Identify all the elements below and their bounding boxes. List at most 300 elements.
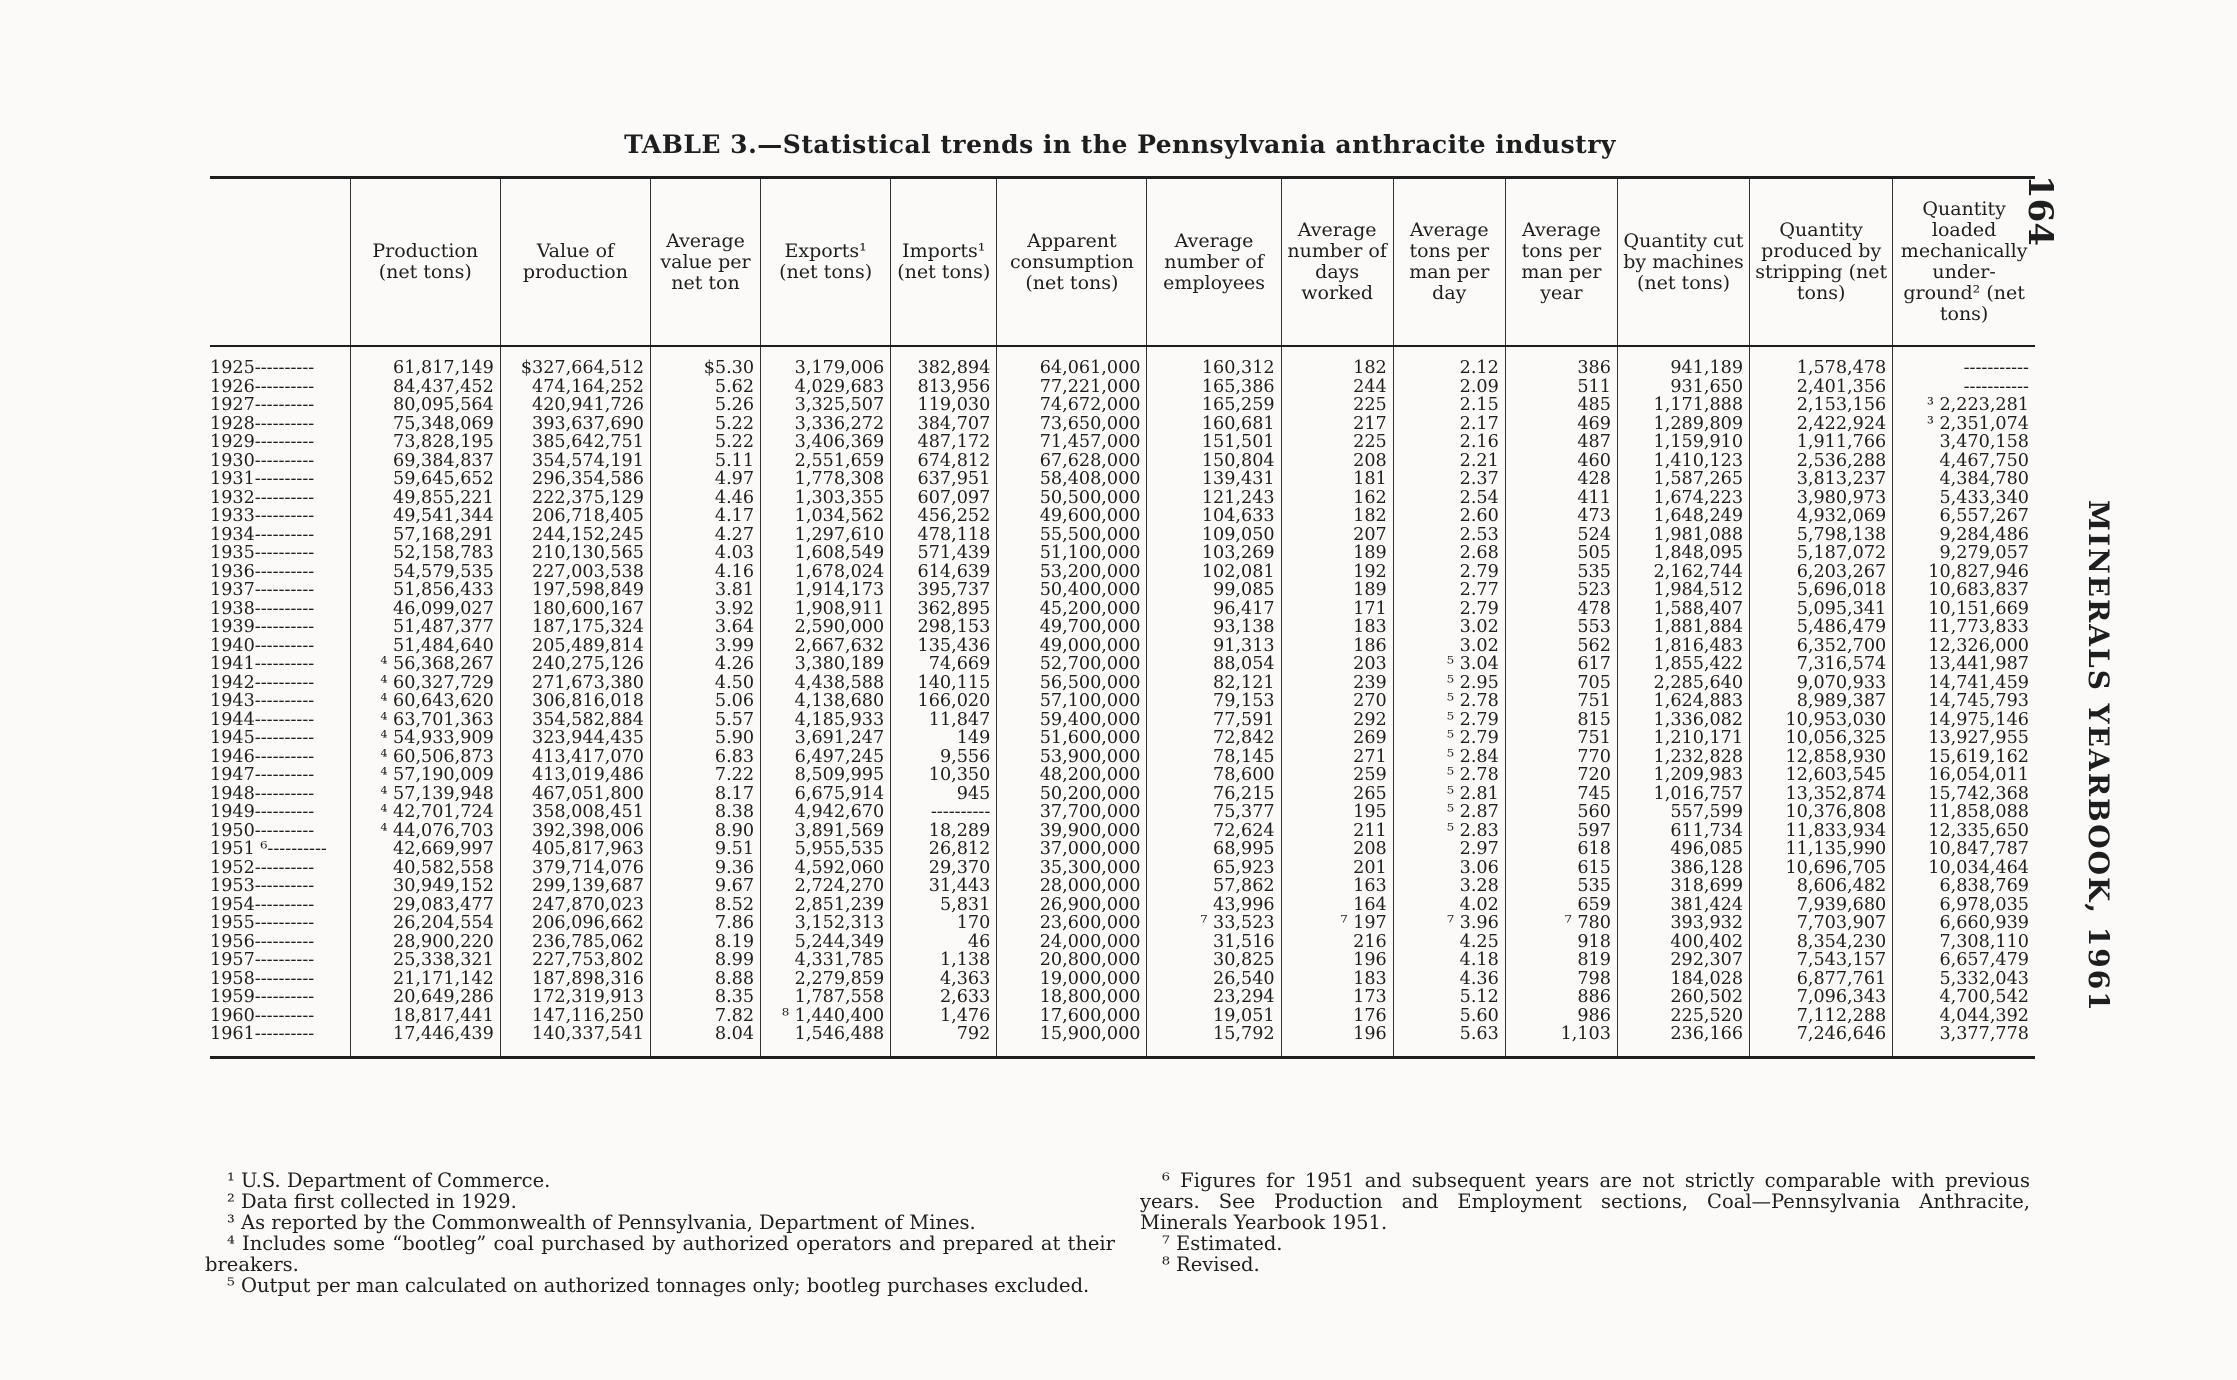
table-cell: 413,417,070 xyxy=(500,748,650,767)
table-cell: 10,376,808 xyxy=(1750,803,1893,822)
table-cell: 6,497,245 xyxy=(761,748,891,767)
table-cell: 358,008,451 xyxy=(500,803,650,822)
table-cell: 140,337,541 xyxy=(500,1025,650,1057)
table-cell: 8.52 xyxy=(650,896,760,915)
table-cell: 15,900,000 xyxy=(997,1025,1147,1057)
table-cell: 51,856,433 xyxy=(350,581,500,600)
table-cell: 93,138 xyxy=(1147,618,1281,637)
table-cell: 496,085 xyxy=(1617,840,1749,859)
table-cell: 104,633 xyxy=(1147,507,1281,526)
year-cell: 1939---------- xyxy=(210,618,350,637)
table-cell: 3.64 xyxy=(650,618,760,637)
table-cell: 2.77 xyxy=(1393,581,1505,600)
table-cell: 8.17 xyxy=(650,785,760,804)
header-cell: Quantity cut by machines (net tons) xyxy=(1617,178,1749,347)
table-cell: 4.27 xyxy=(650,526,760,545)
table-cell: ⁵ 2.83 xyxy=(1393,822,1505,841)
header-cell: Average number of employees xyxy=(1147,178,1281,347)
table-cell: ⁸ 1,440,400 xyxy=(761,1007,891,1026)
table-cell: 1,171,888 xyxy=(1617,396,1749,415)
table-cell: 49,000,000 xyxy=(997,637,1147,656)
table-cell: 6,838,769 xyxy=(1939,877,2029,896)
table-cell: 50,500,000 xyxy=(997,489,1147,508)
table-cell: 4.02 xyxy=(1393,896,1505,915)
table-cell: 597 xyxy=(1505,822,1617,841)
table-cell: 420,941,726 xyxy=(500,396,650,415)
table-cell: 8.38 xyxy=(650,803,760,822)
table-cell: 1,648,249 xyxy=(1617,507,1749,526)
table-cell: 205,489,814 xyxy=(500,637,650,656)
table-cell: 9,279,057 xyxy=(1939,544,2029,563)
table-cell: 392,398,006 xyxy=(500,822,650,841)
table-cell: 6,675,914 xyxy=(761,785,891,804)
table-cell: 91,313 xyxy=(1147,637,1281,656)
table-cell: 77,591 xyxy=(1147,711,1281,730)
table-cell: 16,054,011 xyxy=(1928,766,2029,785)
table-cell: 42,669,997 xyxy=(350,840,500,859)
table-cell: 2.68 xyxy=(1393,544,1505,563)
table-cell: 395,737 xyxy=(891,581,997,600)
table-cell: 2,422,924 xyxy=(1750,415,1893,434)
table-cell: 918 xyxy=(1505,933,1617,952)
table-cell: 50,400,000 xyxy=(997,581,1147,600)
table-cell: 67,628,000 xyxy=(997,452,1147,471)
table-cell: 306,816,018 xyxy=(500,692,650,711)
table-cell: 239 xyxy=(1281,674,1393,693)
table-cell: 103,269 xyxy=(1147,544,1281,563)
table-cell: 945 xyxy=(891,785,997,804)
table-cell: 31,516 xyxy=(1147,933,1281,952)
table-cell: 362,895 xyxy=(891,600,997,619)
table-cell: 1,787,558 xyxy=(761,988,891,1007)
year-cell: 1947---------- xyxy=(210,766,350,785)
table-cell: 160,681 xyxy=(1147,415,1281,434)
table-row xyxy=(210,803,2035,822)
table-cell: 49,700,000 xyxy=(997,618,1147,637)
table-cell: 102,081 xyxy=(1147,563,1281,582)
table-cell: 751 xyxy=(1505,729,1617,748)
table-cell: 1,159,910 xyxy=(1617,433,1749,452)
table-cell: 535 xyxy=(1505,563,1617,582)
table-cell: 2.16 xyxy=(1393,433,1505,452)
table-cell: 222,375,129 xyxy=(500,489,650,508)
book-title: MINERALS YEARBOOK, 1961 xyxy=(2082,500,2115,1013)
table-cell: 5.63 xyxy=(1393,1025,1505,1057)
table-cell: 292 xyxy=(1281,711,1393,730)
year-cell: 1930---------- xyxy=(210,452,350,471)
table-cell: 8.35 xyxy=(650,988,760,1007)
table-cell: 617 xyxy=(1505,655,1617,674)
table-cell: 1,410,123 xyxy=(1617,452,1749,471)
table-cell: 3.06 xyxy=(1393,859,1505,878)
year-cell: 1953---------- xyxy=(210,877,350,896)
table-cell: 5,486,479 xyxy=(1750,618,1893,637)
table-cell: 207 xyxy=(1281,526,1393,545)
table-cell: 13,441,987 xyxy=(1928,655,2029,674)
table-cell: 4,592,060 xyxy=(761,859,891,878)
table-cell: 28,000,000 xyxy=(997,877,1147,896)
year-cell: 1956---------- xyxy=(210,933,350,952)
table-cell: 2,153,156 xyxy=(1750,396,1893,415)
table-row xyxy=(210,933,2035,952)
table-cell: 1,911,766 xyxy=(1750,433,1893,452)
table-cell: 260,502 xyxy=(1617,988,1749,1007)
table-cell: 382,894 xyxy=(891,346,997,378)
table-cell: 478,118 xyxy=(891,526,997,545)
table-cell: ⁵ 2.79 xyxy=(1393,729,1505,748)
table-cell: 182 xyxy=(1281,346,1393,378)
table-cell: 535 xyxy=(1505,877,1617,896)
table-cell: 2,536,288 xyxy=(1750,452,1893,471)
table-cell: 43,996 xyxy=(1147,896,1281,915)
table-cell: 815 xyxy=(1505,711,1617,730)
table-cell: 411 xyxy=(1505,489,1617,508)
table-row xyxy=(210,951,2035,970)
table-cell: 49,855,221 xyxy=(350,489,500,508)
table-cell: 49,600,000 xyxy=(997,507,1147,526)
table-cell: ³ 2,223,281 xyxy=(1926,396,2029,415)
table-cell: 180,600,167 xyxy=(500,600,650,619)
table-cell: 4.26 xyxy=(650,655,760,674)
table-cell: 10,056,325 xyxy=(1750,729,1893,748)
year-cell: 1957---------- xyxy=(210,951,350,970)
year-cell: 1933---------- xyxy=(210,507,350,526)
table-cell: 485 xyxy=(1505,396,1617,415)
table-cell: ----------- xyxy=(1963,377,2029,396)
table-cell: 56,500,000 xyxy=(997,674,1147,693)
table-cell: 384,707 xyxy=(891,415,997,434)
table-cell: 428 xyxy=(1505,470,1617,489)
table-cell: $327,664,512 xyxy=(500,346,650,378)
table-cell: 1,587,265 xyxy=(1617,470,1749,489)
table-cell: 54,579,535 xyxy=(350,563,500,582)
year-cell: 1948---------- xyxy=(210,785,350,804)
table-cell: 553 xyxy=(1505,618,1617,637)
table-cell: 5.26 xyxy=(650,396,760,415)
table-cell: 269 xyxy=(1281,729,1393,748)
table-cell: 292,307 xyxy=(1617,951,1749,970)
table-cell: 5.11 xyxy=(650,452,760,471)
table-title: TABLE 3.—Statistical trends in the Pennsylvania anthracite industry xyxy=(624,130,1616,159)
table-cell: 170 xyxy=(891,914,997,933)
footnotes-right xyxy=(1140,1170,2030,1275)
table-cell: 770 xyxy=(1505,748,1617,767)
table-cell: 413,019,486 xyxy=(500,766,650,785)
table-cell: 5,831 xyxy=(891,896,997,915)
table-cell: 3.81 xyxy=(650,581,760,600)
year-cell: 1961---------- xyxy=(210,1025,350,1057)
year-cell: 1927---------- xyxy=(210,396,350,415)
table-cell: 3.99 xyxy=(650,637,760,656)
table-cell: ⁴ 44,076,703 xyxy=(350,822,500,841)
table-cell: 82,121 xyxy=(1147,674,1281,693)
table-cell: 225 xyxy=(1281,433,1393,452)
table-cell: 3,891,569 xyxy=(761,822,891,841)
table-cell: 557,599 xyxy=(1617,803,1749,822)
table-cell: ⁴ 57,139,948 xyxy=(350,785,500,804)
table-cell: 381,424 xyxy=(1617,896,1749,915)
table-cell: 10,151,669 xyxy=(1928,599,2029,618)
year-cell: 1928---------- xyxy=(210,415,350,434)
table-cell: 71,457,000 xyxy=(997,433,1147,452)
table-cell: 469 xyxy=(1505,415,1617,434)
table-row xyxy=(210,729,2035,748)
table-cell: 12,858,930 xyxy=(1750,748,1893,767)
table-cell: 3.02 xyxy=(1393,618,1505,637)
year-cell: 1952---------- xyxy=(210,859,350,878)
table-cell: 1,297,610 xyxy=(761,526,891,545)
table-cell: 74,672,000 xyxy=(997,396,1147,415)
year-cell: 1936---------- xyxy=(210,563,350,582)
table-cell: 4.50 xyxy=(650,674,760,693)
table-cell: 4,700,542 xyxy=(1939,988,2029,1007)
table-cell: 20,800,000 xyxy=(997,951,1147,970)
year-cell: 1958---------- xyxy=(210,970,350,989)
table-cell: 1,303,355 xyxy=(761,489,891,508)
table-cell: ⁷ 780 xyxy=(1505,914,1617,933)
table-cell: 216 xyxy=(1281,933,1393,952)
table-cell: ----------- xyxy=(1963,358,2029,378)
table-cell: 798 xyxy=(1505,970,1617,989)
table-cell: 23,600,000 xyxy=(997,914,1147,933)
table-cell: ⁴ 42,701,724 xyxy=(350,803,500,822)
table-cell: 2.37 xyxy=(1393,470,1505,489)
table-cell: 172,319,913 xyxy=(500,988,650,1007)
table-cell: 6,203,267 xyxy=(1750,563,1893,582)
table-cell: 8.04 xyxy=(650,1025,760,1057)
table-row xyxy=(210,637,2035,656)
table-cell: 1,034,562 xyxy=(761,507,891,526)
table-row xyxy=(210,378,2035,397)
table-cell: 5,955,535 xyxy=(761,840,891,859)
table-cell: 227,003,538 xyxy=(500,563,650,582)
table-cell: 37,700,000 xyxy=(997,803,1147,822)
table-cell: 7,096,343 xyxy=(1750,988,1893,1007)
table-cell: 196 xyxy=(1281,1025,1393,1057)
table-cell: 46,099,027 xyxy=(350,600,500,619)
table-cell: 931,650 xyxy=(1617,378,1749,397)
table-cell: 9,556 xyxy=(891,748,997,767)
table-cell: ⁴ 60,643,620 xyxy=(350,692,500,711)
table-cell: 298,153 xyxy=(891,618,997,637)
table-cell: 186 xyxy=(1281,637,1393,656)
table-cell: 10,696,705 xyxy=(1750,859,1893,878)
table-cell: ³ 2,351,074 xyxy=(1926,414,2029,433)
table-cell: 3,691,247 xyxy=(761,729,891,748)
table-cell: 53,200,000 xyxy=(997,563,1147,582)
table-cell: 524 xyxy=(1505,526,1617,545)
table-cell: 9,070,933 xyxy=(1750,674,1893,693)
table-cell: 674,812 xyxy=(891,452,997,471)
table-cell: ⁵ 3.04 xyxy=(1393,655,1505,674)
table-cell: 14,745,793 xyxy=(1928,692,2029,711)
table-row xyxy=(210,785,2035,804)
table-cell: 2,401,356 xyxy=(1750,378,1893,397)
table-cell: ⁵ 2.87 xyxy=(1393,803,1505,822)
table-cell: 8,509,995 xyxy=(761,766,891,785)
table-cell: 614,639 xyxy=(891,563,997,582)
table-cell: 6,877,761 xyxy=(1750,970,1893,989)
table-cell: 29,083,477 xyxy=(350,896,500,915)
year-cell: 1926---------- xyxy=(210,378,350,397)
year-cell: 1959---------- xyxy=(210,988,350,1007)
table-cell: 7,112,288 xyxy=(1750,1007,1893,1026)
table-cell: 19,051 xyxy=(1147,1007,1281,1026)
table-cell: 57,100,000 xyxy=(997,692,1147,711)
footnotes-left xyxy=(205,1170,1115,1296)
table-row xyxy=(210,655,2035,674)
table-cell: 45,200,000 xyxy=(997,600,1147,619)
table-cell: 2,162,744 xyxy=(1617,563,1749,582)
table-cell: 164 xyxy=(1281,896,1393,915)
footnote: ⁷ Estimated. xyxy=(1162,1232,1283,1255)
table-cell: 26,812 xyxy=(891,840,997,859)
table-cell: 3,325,507 xyxy=(761,396,891,415)
table-cell: ⁵ 2.95 xyxy=(1393,674,1505,693)
table-cell: 4,029,683 xyxy=(761,378,891,397)
table-row xyxy=(210,1025,2035,1057)
table-cell: 68,995 xyxy=(1147,840,1281,859)
table-row xyxy=(210,692,2035,711)
table-cell: 467,051,800 xyxy=(500,785,650,804)
table-cell: 4.25 xyxy=(1393,933,1505,952)
table-row xyxy=(210,544,2035,563)
table-cell: 78,600 xyxy=(1147,766,1281,785)
table-cell: 51,487,377 xyxy=(350,618,500,637)
table-cell: 240,275,126 xyxy=(500,655,650,674)
table-cell: 79,153 xyxy=(1147,692,1281,711)
table-cell: ⁵ 2.78 xyxy=(1393,766,1505,785)
table-cell: 23,294 xyxy=(1147,988,1281,1007)
table-cell: 386,128 xyxy=(1617,859,1749,878)
table-cell: 511 xyxy=(1505,378,1617,397)
table-cell: 77,221,000 xyxy=(997,378,1147,397)
table-cell: 195 xyxy=(1281,803,1393,822)
table-cell: 4,044,392 xyxy=(1939,1006,2029,1025)
table-cell: 51,600,000 xyxy=(997,729,1147,748)
table-cell: 8.99 xyxy=(650,951,760,970)
footnote: ⁶ Figures for 1951 and subsequent years are not strictly comparable with previous years. See Production and Employment sections, Coal—Pennsylvania Anthracite, Minerals Yearbook 1951. xyxy=(1140,1169,2030,1234)
table-cell: 25,338,321 xyxy=(350,951,500,970)
table-cell: 4,185,933 xyxy=(761,711,891,730)
table-cell: 3,380,189 xyxy=(761,655,891,674)
table-cell: ⁴ 60,506,873 xyxy=(350,748,500,767)
table-cell: 5,332,043 xyxy=(1939,969,2029,988)
table-cell: 560 xyxy=(1505,803,1617,822)
year-cell: 1954---------- xyxy=(210,896,350,915)
footnote: ⁸ Revised. xyxy=(1162,1253,1260,1276)
table-cell: 189 xyxy=(1281,581,1393,600)
table-cell: 166,020 xyxy=(891,692,997,711)
table-cell: 15,742,368 xyxy=(1928,784,2029,803)
table-cell: 52,700,000 xyxy=(997,655,1147,674)
table-row xyxy=(210,877,2035,896)
table-cell: 1,881,884 xyxy=(1617,618,1749,637)
table-cell: 15,792 xyxy=(1147,1025,1281,1057)
table-cell: 7.22 xyxy=(650,766,760,785)
table-cell: 1,816,483 xyxy=(1617,637,1749,656)
table-cell: 2.17 xyxy=(1393,415,1505,434)
table-cell: ⁷ 3.96 xyxy=(1393,914,1505,933)
table-cell: 460 xyxy=(1505,452,1617,471)
table-cell: 4,467,750 xyxy=(1939,451,2029,470)
table-cell: 206,718,405 xyxy=(500,507,650,526)
table-row xyxy=(210,1007,2035,1026)
year-cell: 1955---------- xyxy=(210,914,350,933)
table-cell: 2.09 xyxy=(1393,378,1505,397)
table-cell: 393,637,690 xyxy=(500,415,650,434)
table-cell: 4,438,588 xyxy=(761,674,891,693)
table-cell: 225 xyxy=(1281,396,1393,415)
table-cell: 208 xyxy=(1281,840,1393,859)
table-cell: 813,956 xyxy=(891,378,997,397)
year-cell: 1950---------- xyxy=(210,822,350,841)
table-cell: 2.21 xyxy=(1393,452,1505,471)
table-cell: 1,855,422 xyxy=(1617,655,1749,674)
table-cell: 80,095,564 xyxy=(350,396,500,415)
table-cell: 18,289 xyxy=(891,822,997,841)
table-cell: 607,097 xyxy=(891,489,997,508)
table-row xyxy=(210,470,2035,489)
table-cell: 3,179,006 xyxy=(761,346,891,378)
table-cell: 9.36 xyxy=(650,859,760,878)
table-cell: 3,813,237 xyxy=(1750,470,1893,489)
table-cell: 615 xyxy=(1505,859,1617,878)
table-cell: $5.30 xyxy=(650,346,760,378)
table-row xyxy=(210,415,2035,434)
table-cell: 4,363 xyxy=(891,970,997,989)
table-cell: 819 xyxy=(1505,951,1617,970)
table-row xyxy=(210,711,2035,730)
table-cell: 5,187,072 xyxy=(1750,544,1893,563)
table-row xyxy=(210,970,2035,989)
table-cell: 7,703,907 xyxy=(1750,914,1893,933)
table-cell: 2.79 xyxy=(1393,563,1505,582)
table-cell: 9.51 xyxy=(650,840,760,859)
table-cell: 271,673,380 xyxy=(500,674,650,693)
table-cell: 73,828,195 xyxy=(350,433,500,452)
table-cell: 109,050 xyxy=(1147,526,1281,545)
table-cell: 10,847,787 xyxy=(1928,840,2029,859)
table-cell: 4.17 xyxy=(650,507,760,526)
table-cell: 611,734 xyxy=(1617,822,1749,841)
table-row xyxy=(210,914,2035,933)
table-cell: 8,606,482 xyxy=(1750,877,1893,896)
year-cell: 1931---------- xyxy=(210,470,350,489)
table-cell: 69,384,837 xyxy=(350,452,500,471)
table-cell: 5,244,349 xyxy=(761,933,891,952)
header-cell: Value of production xyxy=(500,178,650,347)
table-cell: 139,431 xyxy=(1147,470,1281,489)
table-cell: 59,400,000 xyxy=(997,711,1147,730)
year-cell: 1946---------- xyxy=(210,748,350,767)
table-cell: 11,847 xyxy=(891,711,997,730)
table-cell: 176 xyxy=(1281,1007,1393,1026)
table-cell: 35,300,000 xyxy=(997,859,1147,878)
year-cell: 1945---------- xyxy=(210,729,350,748)
table-cell: 3.92 xyxy=(650,600,760,619)
table-cell: 12,603,545 xyxy=(1750,766,1893,785)
year-cell: 1937---------- xyxy=(210,581,350,600)
table-cell: 751 xyxy=(1505,692,1617,711)
table-cell: 57,862 xyxy=(1147,877,1281,896)
table-row xyxy=(210,748,2035,767)
table-cell: 4.97 xyxy=(650,470,760,489)
table-cell: 7,939,680 xyxy=(1750,896,1893,915)
table-cell: 64,061,000 xyxy=(997,346,1147,378)
table-cell: 5.60 xyxy=(1393,1007,1505,1026)
year-cell: 1940---------- xyxy=(210,637,350,656)
